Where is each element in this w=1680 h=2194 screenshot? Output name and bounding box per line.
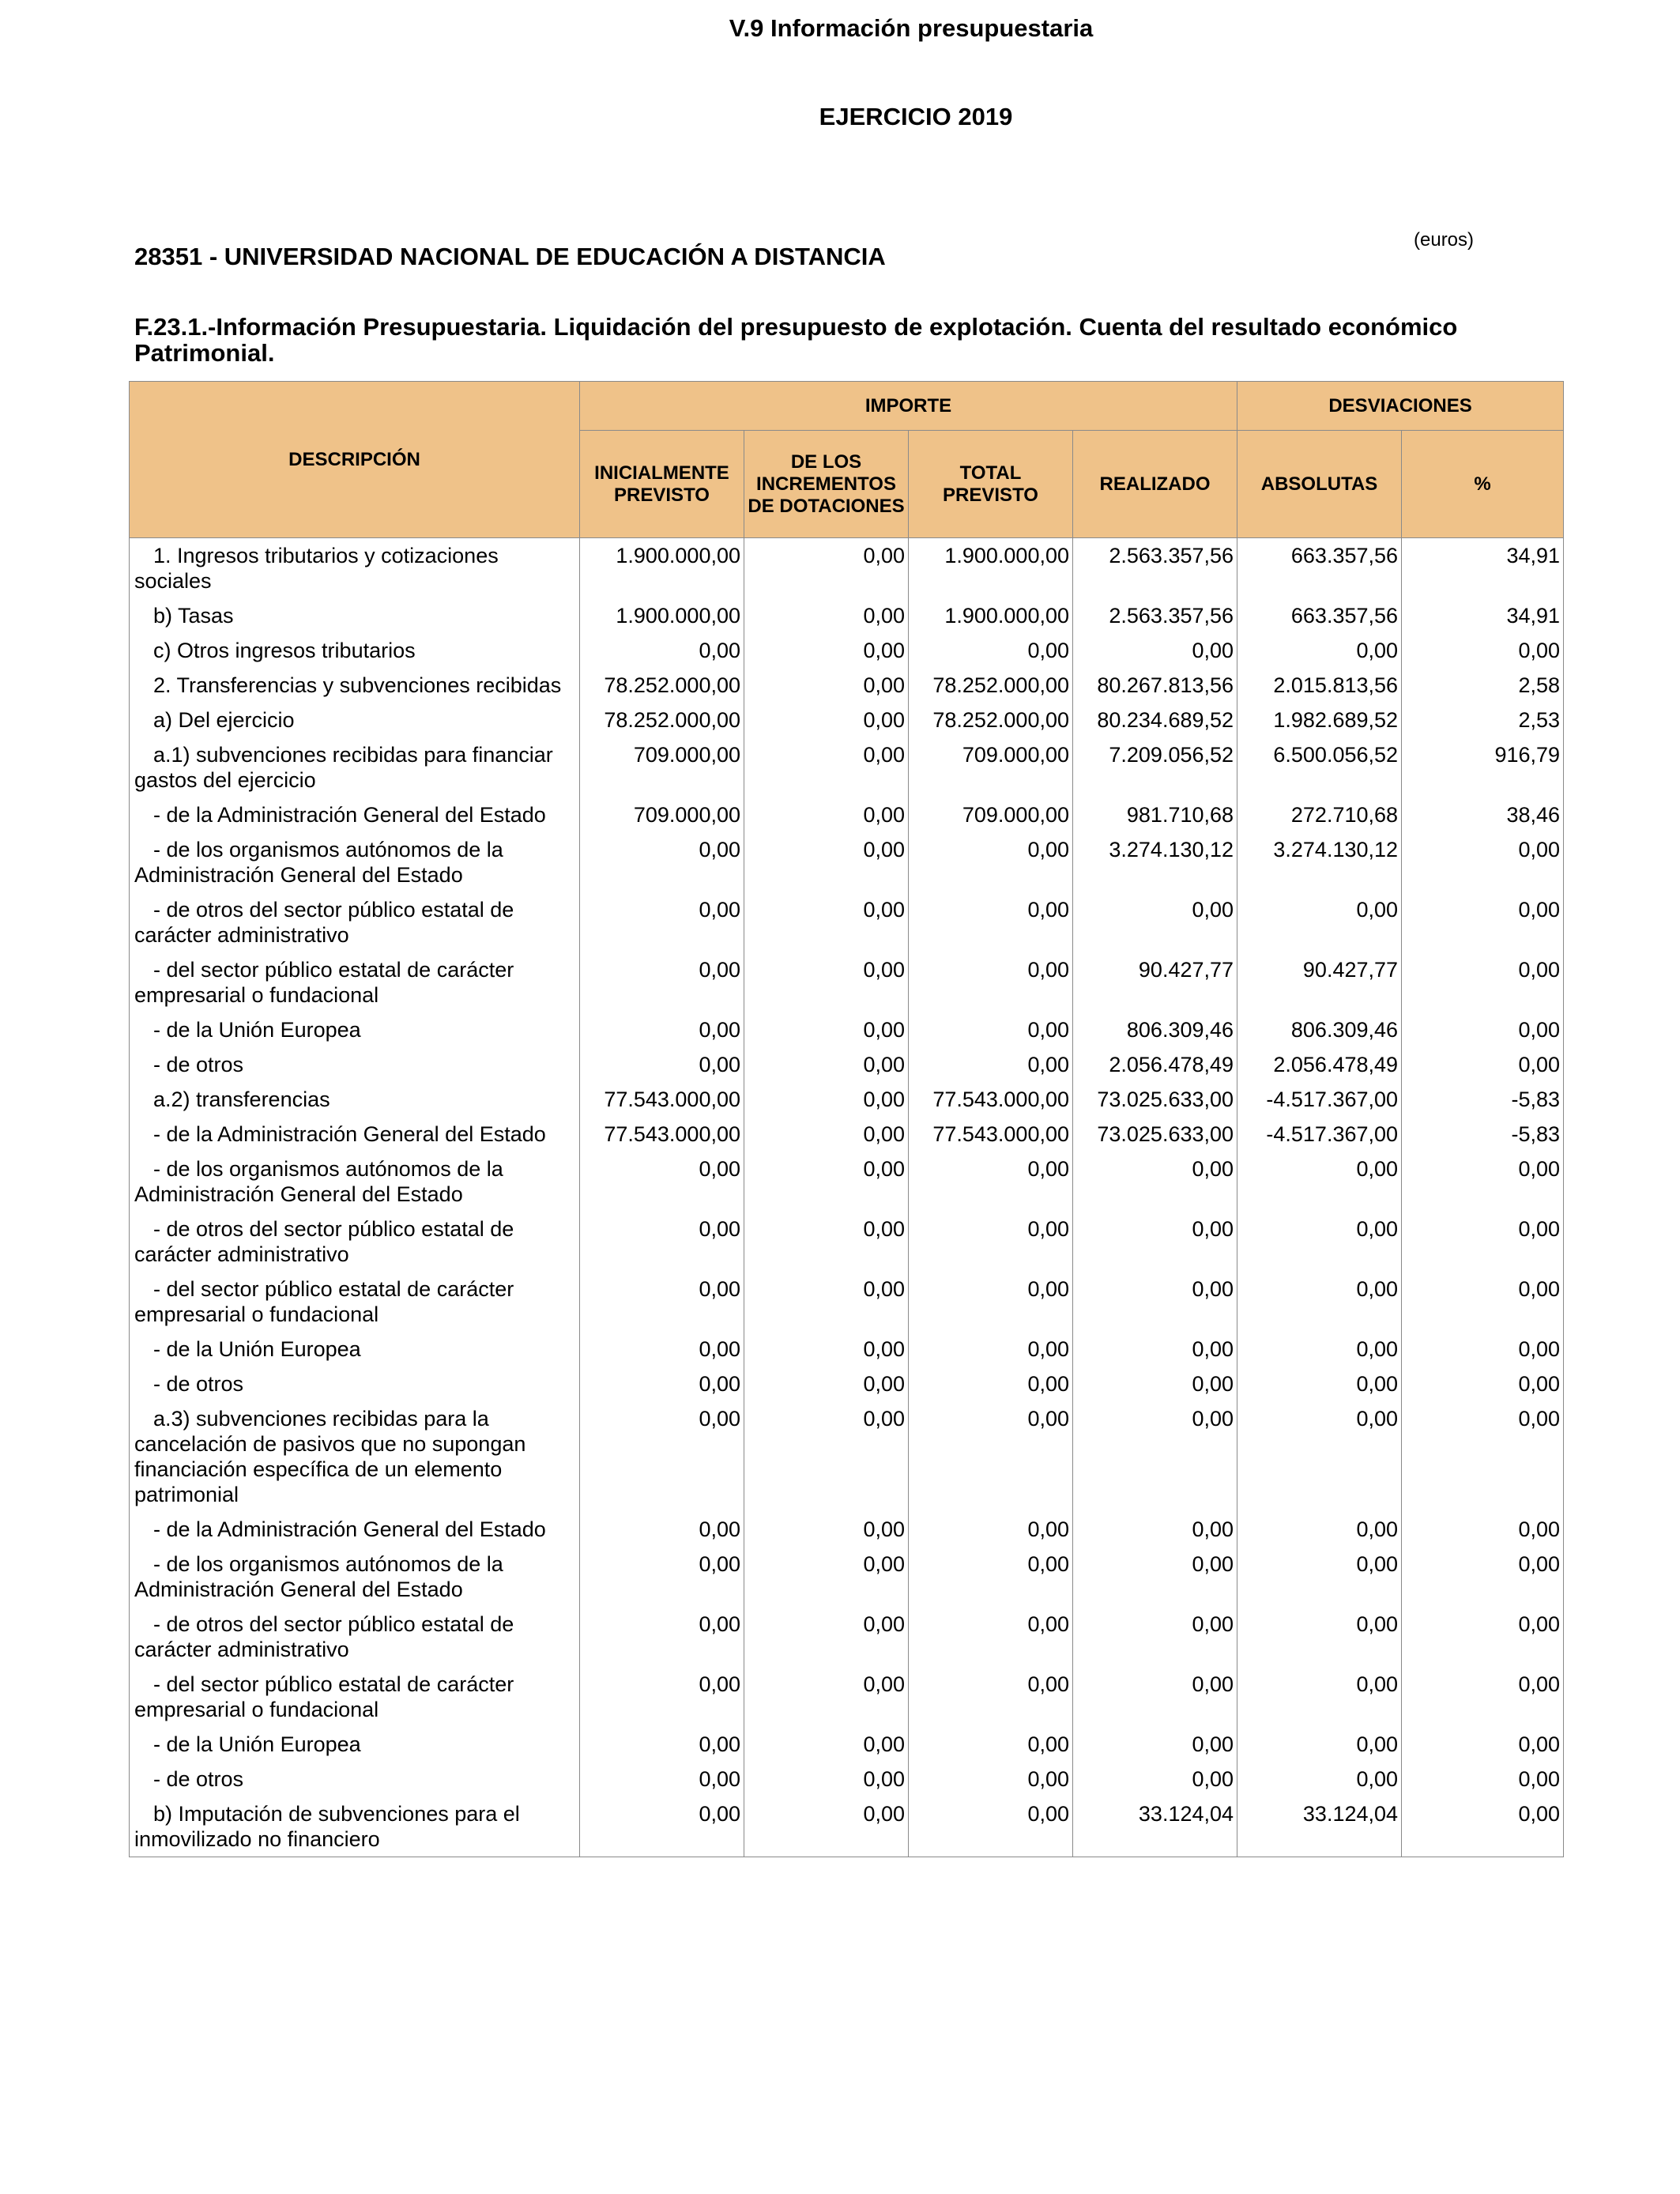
cell-inicialmente-previsto: 0,00	[580, 1667, 744, 1727]
cell-total-previsto: 1.900.000,00	[909, 538, 1073, 599]
cell-desviacion-porcentaje: 0,00	[1402, 1272, 1564, 1332]
row-description-text: 2. Transferencias y subvenciones recibidas	[153, 673, 562, 697]
row-description-text: a.2) transferencias	[153, 1088, 330, 1111]
cell-desviacion-porcentaje: 0,00	[1402, 1512, 1564, 1547]
cell-realizado: 2.563.357,56	[1073, 598, 1237, 633]
cell-total-previsto: 0,00	[909, 633, 1073, 668]
row-description	[130, 1012, 580, 1047]
cell-incrementos-dotaciones: 0,00	[744, 1082, 909, 1117]
cell-desviacion-absoluta: 0,00	[1237, 1667, 1402, 1727]
row-description	[130, 832, 580, 892]
cell-desviacion-porcentaje: 0,00	[1402, 1332, 1564, 1367]
cell-incrementos-dotaciones: 0,00	[744, 1401, 909, 1512]
cell-inicialmente-previsto: 0,00	[580, 1367, 744, 1401]
cell-desviacion-porcentaje: 0,00	[1402, 1607, 1564, 1667]
cell-inicialmente-previsto: 0,00	[580, 1727, 744, 1762]
form-title: F.23.1.-Información Presupuestaria. Liquidación del presupuesto de explotación. Cuenta del resultado económico Patrimonial.	[134, 313, 1458, 367]
cell-total-previsto: 0,00	[909, 1667, 1073, 1727]
cell-desviacion-porcentaje: 0,00	[1402, 1012, 1564, 1047]
cell-realizado: 0,00	[1073, 1547, 1237, 1607]
cell-realizado: 0,00	[1073, 1512, 1237, 1547]
cell-inicialmente-previsto: 0,00	[580, 1401, 744, 1512]
group-header-importe: IMPORTE	[580, 382, 1237, 431]
cell-desviacion-porcentaje: 0,00	[1402, 832, 1564, 892]
cell-realizado: 806.309,46	[1073, 1012, 1237, 1047]
table-row	[130, 1117, 1564, 1152]
cell-incrementos-dotaciones: 0,00	[744, 952, 909, 1012]
cell-desviacion-absoluta: 0,00	[1237, 1272, 1402, 1332]
cell-desviacion-porcentaje: 2,53	[1402, 703, 1564, 737]
cell-incrementos-dotaciones: 0,00	[744, 1547, 909, 1607]
row-description-text: b) Imputación de subvenciones para el inmovilizado no financiero	[134, 1802, 520, 1851]
row-description	[130, 737, 580, 797]
group-header-desviaciones: DESVIACIONES	[1237, 382, 1564, 431]
table-row	[130, 1012, 1564, 1047]
col-header-absolutas: ABSOLUTAS	[1237, 431, 1402, 538]
cell-desviacion-absoluta: 0,00	[1237, 1367, 1402, 1401]
cell-desviacion-absoluta: 0,00	[1237, 1212, 1402, 1272]
entity-title: 28351 - UNIVERSIDAD NACIONAL DE EDUCACIÓN A DISTANCIA	[134, 243, 886, 270]
cell-inicialmente-previsto: 0,00	[580, 1332, 744, 1367]
cell-incrementos-dotaciones: 0,00	[744, 1607, 909, 1667]
cell-desviacion-porcentaje: 34,91	[1402, 598, 1564, 633]
cell-total-previsto: 0,00	[909, 952, 1073, 1012]
cell-desviacion-porcentaje: 0,00	[1402, 892, 1564, 952]
cell-total-previsto: 0,00	[909, 1047, 1073, 1082]
cell-total-previsto: 0,00	[909, 1152, 1073, 1212]
cell-total-previsto: 77.543.000,00	[909, 1117, 1073, 1152]
table-row	[130, 797, 1564, 832]
cell-inicialmente-previsto: 0,00	[580, 892, 744, 952]
cell-total-previsto: 0,00	[909, 1796, 1073, 1857]
cell-desviacion-absoluta: 663.357,56	[1237, 598, 1402, 633]
cell-desviacion-absoluta: 1.982.689,52	[1237, 703, 1402, 737]
cell-desviacion-absoluta: 0,00	[1237, 1547, 1402, 1607]
table-row	[130, 538, 1564, 599]
cell-inicialmente-previsto: 0,00	[580, 1152, 744, 1212]
table-row	[130, 1212, 1564, 1272]
cell-desviacion-absoluta: 0,00	[1237, 1152, 1402, 1212]
cell-desviacion-absoluta: -4.517.367,00	[1237, 1117, 1402, 1152]
row-description-text: - de la Administración General del Estado	[153, 1122, 546, 1146]
cell-incrementos-dotaciones: 0,00	[744, 892, 909, 952]
cell-incrementos-dotaciones: 0,00	[744, 633, 909, 668]
cell-inicialmente-previsto: 709.000,00	[580, 797, 744, 832]
cell-incrementos-dotaciones: 0,00	[744, 598, 909, 633]
cell-desviacion-absoluta: 0,00	[1237, 1512, 1402, 1547]
row-description-text: c) Otros ingresos tributarios	[153, 639, 416, 662]
cell-desviacion-absoluta: 2.056.478,49	[1237, 1047, 1402, 1082]
cell-realizado: 0,00	[1073, 1667, 1237, 1727]
row-description	[130, 703, 580, 737]
cell-desviacion-absoluta: -4.517.367,00	[1237, 1082, 1402, 1117]
cell-realizado: 33.124,04	[1073, 1796, 1237, 1857]
cell-incrementos-dotaciones: 0,00	[744, 1012, 909, 1047]
cell-inicialmente-previsto: 0,00	[580, 1607, 744, 1667]
cell-desviacion-absoluta: 0,00	[1237, 1607, 1402, 1667]
cell-incrementos-dotaciones: 0,00	[744, 1367, 909, 1401]
cell-realizado: 3.274.130,12	[1073, 832, 1237, 892]
cell-inicialmente-previsto: 709.000,00	[580, 737, 744, 797]
cell-desviacion-porcentaje: 38,46	[1402, 797, 1564, 832]
row-description	[130, 1667, 580, 1727]
cell-incrementos-dotaciones: 0,00	[744, 1047, 909, 1082]
row-description-text: - de otros del sector público estatal de carácter administrativo	[134, 898, 514, 947]
row-description-text: - de otros	[153, 1053, 244, 1076]
row-description-text: - de otros del sector público estatal de carácter administrativo	[134, 1217, 514, 1266]
cell-inicialmente-previsto: 78.252.000,00	[580, 703, 744, 737]
cell-incrementos-dotaciones: 0,00	[744, 797, 909, 832]
cell-total-previsto: 0,00	[909, 1607, 1073, 1667]
table-row	[130, 1401, 1564, 1512]
table-row	[130, 1082, 1564, 1117]
cell-desviacion-porcentaje: 0,00	[1402, 1547, 1564, 1607]
cell-inicialmente-previsto: 0,00	[580, 1547, 744, 1607]
cell-desviacion-porcentaje: 916,79	[1402, 737, 1564, 797]
cell-total-previsto: 0,00	[909, 1332, 1073, 1367]
cell-realizado: 90.427,77	[1073, 952, 1237, 1012]
row-description-text: - de los organismos autónomos de la Administración General del Estado	[134, 838, 503, 887]
budget-table	[129, 381, 1564, 1857]
cell-realizado: 73.025.633,00	[1073, 1117, 1237, 1152]
table-row	[130, 1367, 1564, 1401]
table-row	[130, 1607, 1564, 1667]
row-description	[130, 1607, 580, 1667]
row-description-text: - de la Unión Europea	[153, 1018, 361, 1042]
row-description	[130, 538, 580, 599]
row-description	[130, 633, 580, 668]
row-description-text: - de la Unión Europea	[153, 1337, 361, 1361]
cell-desviacion-absoluta: 33.124,04	[1237, 1796, 1402, 1857]
table-row	[130, 1762, 1564, 1796]
table-row	[130, 703, 1564, 737]
cell-inicialmente-previsto: 0,00	[580, 1796, 744, 1857]
row-description	[130, 1212, 580, 1272]
row-description	[130, 1332, 580, 1367]
row-description	[130, 1512, 580, 1547]
section-title: V.9 Información presupuestaria	[729, 14, 1094, 42]
cell-inicialmente-previsto: 1.900.000,00	[580, 598, 744, 633]
table-row	[130, 1152, 1564, 1212]
cell-desviacion-absoluta: 90.427,77	[1237, 952, 1402, 1012]
cell-desviacion-porcentaje: 34,91	[1402, 538, 1564, 599]
table-body	[130, 538, 1564, 1857]
cell-desviacion-porcentaje: 0,00	[1402, 1401, 1564, 1512]
cell-desviacion-absoluta: 0,00	[1237, 892, 1402, 952]
table-row	[130, 1047, 1564, 1082]
cell-desviacion-porcentaje: 0,00	[1402, 1367, 1564, 1401]
row-description	[130, 892, 580, 952]
cell-realizado: 0,00	[1073, 1272, 1237, 1332]
cell-total-previsto: 0,00	[909, 1401, 1073, 1512]
row-description	[130, 797, 580, 832]
cell-desviacion-absoluta: 0,00	[1237, 1727, 1402, 1762]
col-header-incrementos-dotaciones: DE LOS INCREMENTOS DE DOTACIONES	[744, 431, 909, 538]
cell-inicialmente-previsto: 0,00	[580, 1272, 744, 1332]
table-row	[130, 633, 1564, 668]
row-description-text: - de otros	[153, 1372, 244, 1396]
cell-realizado: 0,00	[1073, 1727, 1237, 1762]
cell-realizado: 0,00	[1073, 633, 1237, 668]
row-description	[130, 598, 580, 633]
cell-inicialmente-previsto: 0,00	[580, 1012, 744, 1047]
cell-realizado: 2.056.478,49	[1073, 1047, 1237, 1082]
table-row	[130, 668, 1564, 703]
table-header	[130, 382, 1564, 538]
row-description-text: - del sector público estatal de carácter empresarial o fundacional	[134, 1672, 514, 1721]
cell-realizado: 80.234.689,52	[1073, 703, 1237, 737]
row-description	[130, 668, 580, 703]
row-description-text: - del sector público estatal de carácter empresarial o fundacional	[134, 1277, 514, 1326]
row-description	[130, 1117, 580, 1152]
table-row	[130, 1272, 1564, 1332]
cell-desviacion-absoluta: 0,00	[1237, 1762, 1402, 1796]
cell-total-previsto: 78.252.000,00	[909, 703, 1073, 737]
row-description-text: - de la Administración General del Estado	[153, 1517, 546, 1541]
row-description	[130, 1047, 580, 1082]
cell-desviacion-porcentaje: 0,00	[1402, 1152, 1564, 1212]
cell-total-previsto: 0,00	[909, 1367, 1073, 1401]
cell-incrementos-dotaciones: 0,00	[744, 1272, 909, 1332]
cell-inicialmente-previsto: 0,00	[580, 1212, 744, 1272]
cell-desviacion-porcentaje: 0,00	[1402, 1667, 1564, 1727]
cell-inicialmente-previsto: 0,00	[580, 952, 744, 1012]
cell-incrementos-dotaciones: 0,00	[744, 538, 909, 599]
cell-incrementos-dotaciones: 0,00	[744, 1212, 909, 1272]
cell-desviacion-porcentaje: 0,00	[1402, 633, 1564, 668]
row-description-text: - de los organismos autónomos de la Administración General del Estado	[134, 1157, 503, 1206]
table-row	[130, 892, 1564, 952]
cell-desviacion-porcentaje: 0,00	[1402, 1796, 1564, 1857]
cell-desviacion-absoluta: 2.015.813,56	[1237, 668, 1402, 703]
row-description-text: a) Del ejercicio	[153, 708, 295, 732]
cell-inicialmente-previsto: 0,00	[580, 1762, 744, 1796]
row-description-text: 1. Ingresos tributarios y cotizaciones sociales	[134, 544, 499, 593]
cell-total-previsto: 0,00	[909, 1272, 1073, 1332]
cell-incrementos-dotaciones: 0,00	[744, 1762, 909, 1796]
cell-desviacion-absoluta: 0,00	[1237, 1401, 1402, 1512]
cell-desviacion-porcentaje: -5,83	[1402, 1117, 1564, 1152]
cell-inicialmente-previsto: 0,00	[580, 1047, 744, 1082]
cell-realizado: 981.710,68	[1073, 797, 1237, 832]
cell-total-previsto: 709.000,00	[909, 797, 1073, 832]
row-description	[130, 1727, 580, 1762]
cell-incrementos-dotaciones: 0,00	[744, 1332, 909, 1367]
cell-realizado: 0,00	[1073, 1152, 1237, 1212]
cell-realizado: 0,00	[1073, 1367, 1237, 1401]
row-description-text: - de la Administración General del Estado	[153, 803, 546, 827]
cell-incrementos-dotaciones: 0,00	[744, 1117, 909, 1152]
cell-total-previsto: 1.900.000,00	[909, 598, 1073, 633]
cell-realizado: 0,00	[1073, 892, 1237, 952]
col-header-porcentaje: %	[1402, 431, 1564, 538]
table-row	[130, 598, 1564, 633]
col-header-realizado: REALIZADO	[1073, 431, 1237, 538]
col-header-total-previsto: TOTAL PREVISTO	[909, 431, 1073, 538]
row-description-text: a.3) subvenciones recibidas para la cancelación de pasivos que no supongan financiación específica de un elemento patrimonial	[134, 1407, 526, 1506]
cell-total-previsto: 0,00	[909, 1212, 1073, 1272]
cell-total-previsto: 0,00	[909, 1727, 1073, 1762]
table-row	[130, 1547, 1564, 1607]
cell-desviacion-absoluta: 272.710,68	[1237, 797, 1402, 832]
cell-total-previsto: 0,00	[909, 1762, 1073, 1796]
cell-inicialmente-previsto: 78.252.000,00	[580, 668, 744, 703]
cell-realizado: 73.025.633,00	[1073, 1082, 1237, 1117]
cell-desviacion-porcentaje: 0,00	[1402, 1762, 1564, 1796]
row-description-text: - de la Unión Europea	[153, 1732, 361, 1756]
row-description	[130, 1272, 580, 1332]
cell-desviacion-absoluta: 663.357,56	[1237, 538, 1402, 599]
cell-incrementos-dotaciones: 0,00	[744, 1727, 909, 1762]
col-header-inicialmente-previsto: INICIALMENTE PREVISTO	[580, 431, 744, 538]
cell-realizado: 0,00	[1073, 1212, 1237, 1272]
row-description	[130, 1547, 580, 1607]
cell-realizado: 0,00	[1073, 1332, 1237, 1367]
cell-total-previsto: 709.000,00	[909, 737, 1073, 797]
cell-desviacion-absoluta: 6.500.056,52	[1237, 737, 1402, 797]
table-row	[130, 1512, 1564, 1547]
cell-total-previsto: 0,00	[909, 1012, 1073, 1047]
row-description-text: - de los organismos autónomos de la Administración General del Estado	[134, 1552, 503, 1601]
cell-desviacion-porcentaje: 0,00	[1402, 1727, 1564, 1762]
cell-desviacion-porcentaje: -5,83	[1402, 1082, 1564, 1117]
cell-total-previsto: 0,00	[909, 832, 1073, 892]
unit-label: (euros)	[1414, 229, 1475, 251]
table-row	[130, 1667, 1564, 1727]
row-description-text: - de otros del sector público estatal de carácter administrativo	[134, 1612, 514, 1661]
cell-inicialmente-previsto: 0,00	[580, 832, 744, 892]
cell-desviacion-porcentaje: 0,00	[1402, 1212, 1564, 1272]
row-description	[130, 1762, 580, 1796]
cell-desviacion-absoluta: 3.274.130,12	[1237, 832, 1402, 892]
cell-desviacion-porcentaje: 2,58	[1402, 668, 1564, 703]
cell-incrementos-dotaciones: 0,00	[744, 668, 909, 703]
table-row	[130, 737, 1564, 797]
cell-total-previsto: 0,00	[909, 892, 1073, 952]
table-row	[130, 1796, 1564, 1857]
cell-realizado: 2.563.357,56	[1073, 538, 1237, 599]
cell-realizado: 80.267.813,56	[1073, 668, 1237, 703]
cell-realizado: 0,00	[1073, 1607, 1237, 1667]
row-description	[130, 1401, 580, 1512]
cell-total-previsto: 0,00	[909, 1547, 1073, 1607]
table-row	[130, 1727, 1564, 1762]
cell-desviacion-absoluta: 806.309,46	[1237, 1012, 1402, 1047]
cell-total-previsto: 0,00	[909, 1512, 1073, 1547]
cell-inicialmente-previsto: 0,00	[580, 1512, 744, 1547]
cell-incrementos-dotaciones: 0,00	[744, 832, 909, 892]
cell-incrementos-dotaciones: 0,00	[744, 1152, 909, 1212]
cell-incrementos-dotaciones: 0,00	[744, 737, 909, 797]
table-row	[130, 1332, 1564, 1367]
row-description-text: b) Tasas	[153, 604, 234, 628]
row-description-text: a.1) subvenciones recibidas para financiar gastos del ejercicio	[134, 743, 553, 792]
cell-desviacion-absoluta: 0,00	[1237, 633, 1402, 668]
cell-realizado: 0,00	[1073, 1762, 1237, 1796]
cell-desviacion-absoluta: 0,00	[1237, 1332, 1402, 1367]
cell-desviacion-porcentaje: 0,00	[1402, 1047, 1564, 1082]
row-description	[130, 952, 580, 1012]
table-row	[130, 952, 1564, 1012]
row-description	[130, 1796, 580, 1857]
cell-incrementos-dotaciones: 0,00	[744, 1667, 909, 1727]
row-description	[130, 1082, 580, 1117]
exercise-title: EJERCICIO 2019	[819, 103, 1013, 130]
row-description-text: - del sector público estatal de carácter empresarial o fundacional	[134, 958, 514, 1007]
cell-incrementos-dotaciones: 0,00	[744, 703, 909, 737]
row-description	[130, 1152, 580, 1212]
cell-total-previsto: 77.543.000,00	[909, 1082, 1073, 1117]
cell-inicialmente-previsto: 0,00	[580, 633, 744, 668]
cell-total-previsto: 78.252.000,00	[909, 668, 1073, 703]
cell-realizado: 0,00	[1073, 1401, 1237, 1512]
cell-inicialmente-previsto: 1.900.000,00	[580, 538, 744, 599]
row-description-text: - de otros	[153, 1767, 244, 1791]
cell-realizado: 7.209.056,52	[1073, 737, 1237, 797]
cell-incrementos-dotaciones: 0,00	[744, 1512, 909, 1547]
col-header-descripcion: DESCRIPCIÓN	[130, 382, 580, 538]
row-description	[130, 1367, 580, 1401]
cell-inicialmente-previsto: 77.543.000,00	[580, 1082, 744, 1117]
table-row	[130, 832, 1564, 892]
cell-inicialmente-previsto: 77.543.000,00	[580, 1117, 744, 1152]
cell-incrementos-dotaciones: 0,00	[744, 1796, 909, 1857]
cell-desviacion-porcentaje: 0,00	[1402, 952, 1564, 1012]
